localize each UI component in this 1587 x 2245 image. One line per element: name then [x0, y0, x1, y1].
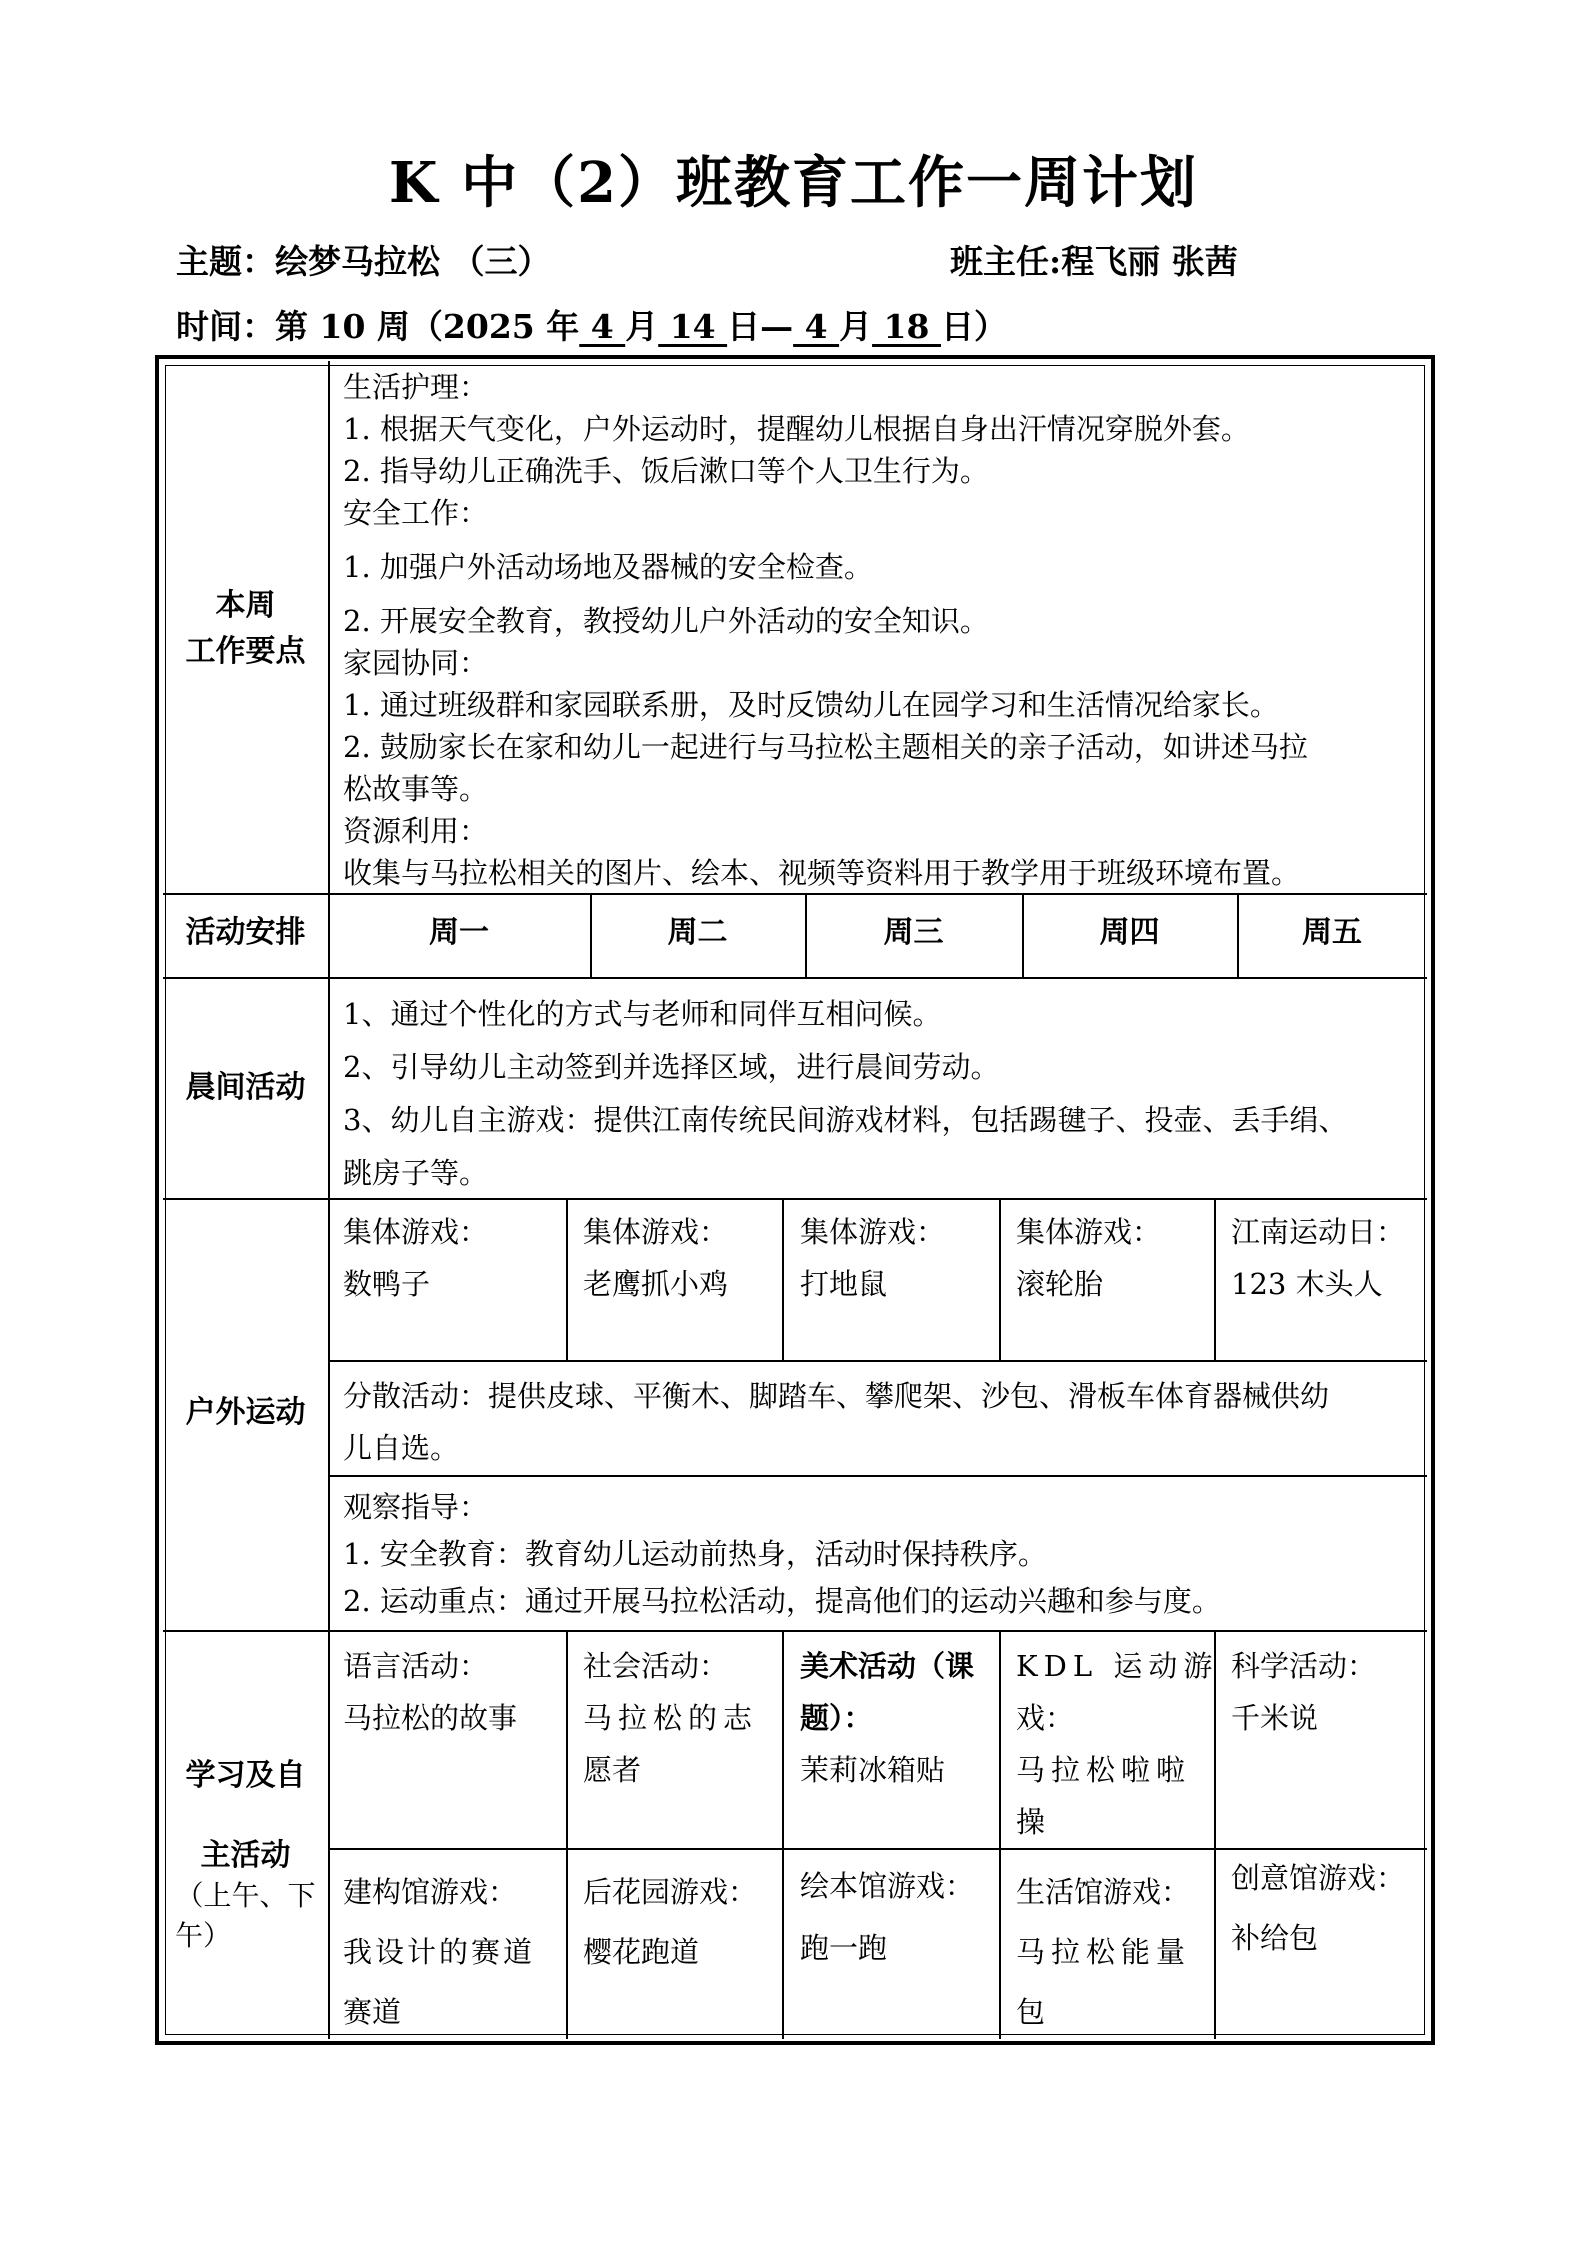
- activity-name: 补给包: [1231, 1921, 1319, 1955]
- col-divider: [999, 1198, 1001, 1360]
- theme-label: 主题：: [176, 242, 275, 281]
- row-divider: [163, 1630, 1427, 1632]
- learning-thu-pm: [1016, 1862, 1191, 2042]
- game-type: 集体游戏：: [583, 1215, 729, 1249]
- activity-type: 后花园游戏：: [583, 1875, 758, 1909]
- time-line: [176, 305, 1007, 349]
- activity-type: 题）：: [800, 1701, 873, 1735]
- observation-guidance: [343, 1484, 1221, 1625]
- focus-line: 2. 鼓励家长在家和幼儿一起进行与马拉松主题相关的亲子活动，如讲述马拉: [343, 730, 1308, 764]
- activity-name: 跑一跑: [800, 1931, 888, 1965]
- week-prefix: 第 10 周（2025 年: [275, 307, 580, 346]
- learning-mon-pm: [343, 1862, 535, 2042]
- activity-name: 马拉松啦啦: [1016, 1753, 1192, 1787]
- activity-type: 美术活动（课: [800, 1649, 975, 1683]
- game-name: 老鹰抓小鸡: [583, 1267, 729, 1301]
- outdoor-game-monday: [343, 1206, 488, 1310]
- activity-type: 生活馆游戏：: [1016, 1875, 1191, 1909]
- learning-label-note: [163, 1876, 328, 1956]
- weekly-focus-content: [343, 366, 1308, 894]
- start-month: 4: [579, 307, 626, 346]
- col-divider: [782, 1630, 784, 2039]
- learning-label-note-line: （上午、下: [175, 1879, 316, 1912]
- outdoor-game-friday: [1231, 1206, 1405, 1310]
- month-word: 月: [625, 307, 659, 346]
- time-label: 时间：: [176, 307, 275, 346]
- learning-label-line: 学习及自: [185, 1758, 306, 1793]
- col-divider: [782, 1198, 784, 1360]
- game-type: 江南运动日：: [1231, 1215, 1406, 1249]
- day-thursday: 周四: [1099, 915, 1160, 950]
- morning-line: 1、通过个性化的方式与老师和同伴互相问候。: [343, 997, 942, 1031]
- scattered-activity: [343, 1370, 1329, 1474]
- focus-line: 2. 指导幼儿正确洗手、饭后漱口等个人卫生行为。: [343, 454, 989, 488]
- row-divider: [163, 977, 1427, 979]
- activity-name: 我设计的赛道: [343, 1935, 536, 1969]
- activity-type: 绘本馆游戏：: [800, 1869, 975, 1903]
- start-day: 14: [658, 307, 728, 346]
- learning-label-note-line: 午）: [175, 1919, 232, 1952]
- game-name: 打地鼠: [800, 1267, 888, 1301]
- game-type: 集体游戏：: [343, 1215, 489, 1249]
- game-name: 滚轮胎: [1016, 1267, 1104, 1301]
- focus-line: 松故事等。: [343, 772, 489, 806]
- weekly-focus-label-line: 工作要点: [185, 634, 306, 669]
- learning-wed-am: [800, 1640, 974, 1796]
- learning-mon-am: [343, 1640, 517, 1744]
- learning-tue-pm: [583, 1862, 757, 1982]
- col-divider: [566, 1198, 568, 1360]
- focus-line: 家园协同：: [343, 646, 489, 680]
- row-divider: [328, 1475, 1427, 1477]
- learning-fri-am: [1231, 1640, 1376, 1744]
- focus-line: 生活护理：: [343, 370, 489, 404]
- focus-line: 1. 根据天气变化，户外运动时，提醒幼儿根据自身出汗情况穿脱外套。: [343, 412, 1250, 446]
- learning-label: [163, 1736, 328, 1896]
- row-divider: [328, 1360, 1427, 1362]
- outdoor-game-thursday: [1016, 1206, 1161, 1310]
- activity-name: 茉莉冰箱贴: [800, 1753, 946, 1787]
- activity-type: KDL 运动游: [1016, 1649, 1219, 1683]
- col-divider: [999, 1630, 1001, 2039]
- activity-type: 语言活动：: [343, 1649, 489, 1683]
- activity-name: 马拉松能量: [1016, 1935, 1192, 1969]
- outdoor-label: 户外运动: [185, 1395, 306, 1430]
- observe-line: 1. 安全教育：教育幼儿运动前热身，活动时保持秩序。: [343, 1537, 1047, 1571]
- weekly-focus-label-line: 本周: [215, 588, 276, 623]
- activity-name: 赛道: [343, 1995, 402, 2029]
- activity-type: 戏：: [1016, 1701, 1075, 1735]
- day-monday: 周一: [429, 915, 489, 950]
- activity-name: 千米说: [1231, 1701, 1319, 1735]
- teacher-line: [950, 240, 1238, 284]
- activity-name: 操: [1016, 1805, 1046, 1839]
- game-type: 集体游戏：: [800, 1215, 946, 1249]
- focus-line: 收集与马拉松相关的图片、绘本、视频等资料用于教学用于班级环境布置。: [343, 856, 1301, 890]
- activity-type: 建构馆游戏：: [343, 1875, 518, 1909]
- scattered-line: 分散活动：提供皮球、平衡木、脚踏车、攀爬架、沙包、滑板车体育器械供幼: [343, 1379, 1330, 1413]
- morning-line: 3、幼儿自主游戏：提供江南传统民间游戏材料，包括踢毽子、投壶、丢手绢、: [343, 1103, 1348, 1137]
- focus-line: 1. 加强户外活动场地及器械的安全检查。: [343, 550, 873, 584]
- game-type: 集体游戏：: [1016, 1215, 1162, 1249]
- activity-name: 包: [1016, 1995, 1046, 2029]
- learning-fri-pm: [1231, 1848, 1405, 1968]
- learning-thu-am: [1016, 1640, 1218, 1848]
- morning-line: 2、引导幼儿主动签到并选择区域，进行晨间劳动。: [343, 1050, 1000, 1084]
- col-divider: [328, 361, 330, 2039]
- theme-line: [176, 240, 551, 284]
- observe-line: 2. 运动重点：通过开展马拉松活动，提高他们的运动兴趣和参与度。: [343, 1584, 1221, 1618]
- outdoor-game-tuesday: [583, 1206, 728, 1310]
- activity-name: 愿者: [583, 1753, 642, 1787]
- page-title: K 中（2）班教育工作一周计划: [388, 150, 1199, 216]
- col-divider: [566, 1630, 568, 2039]
- learning-label-line: 主活动: [200, 1838, 291, 1873]
- scattered-line: 儿自选。: [343, 1431, 460, 1465]
- day-wednesday: 周三: [883, 915, 944, 950]
- learning-tue-am: [583, 1640, 758, 1796]
- activity-name: 樱花跑道: [583, 1935, 700, 1969]
- day-dash: 日—: [727, 307, 794, 346]
- activity-type: 科学活动：: [1231, 1649, 1377, 1683]
- end-day: 18: [872, 307, 941, 346]
- activity-type: 创意馆游戏：: [1231, 1861, 1406, 1895]
- game-name: 数鸭子: [343, 1267, 431, 1301]
- end-month: 4: [793, 307, 840, 346]
- weekly-focus-label: [163, 583, 328, 675]
- activity-name: 马拉松的志: [583, 1701, 759, 1735]
- game-name: 123 木头人: [1231, 1267, 1383, 1301]
- focus-line: 资源利用：: [343, 814, 489, 848]
- focus-line: 1. 通过班级群和家园联系册，及时反馈幼儿在园学习和生活情况给家长。: [343, 688, 1279, 722]
- month-word-2: 月: [839, 307, 873, 346]
- close-paren: 日）: [940, 307, 1007, 346]
- observe-line: 观察指导：: [343, 1490, 489, 1524]
- focus-line: 2. 开展安全教育，教授幼儿户外活动的安全知识。: [343, 604, 989, 638]
- schedule-label: 活动安排: [185, 915, 306, 950]
- teacher-label: 班主任:: [950, 242, 1062, 281]
- morning-label: 晨间活动: [185, 1070, 306, 1105]
- day-tuesday: 周二: [667, 915, 728, 950]
- col-divider: [1214, 1198, 1216, 1360]
- focus-line: 安全工作：: [343, 496, 489, 530]
- day-friday: 周五: [1302, 915, 1362, 950]
- theme-value: 绘梦马拉松 （三）: [275, 242, 551, 281]
- outdoor-game-wednesday: [800, 1206, 945, 1310]
- learning-wed-pm: [800, 1855, 974, 1979]
- activity-type: 社会活动：: [583, 1649, 729, 1683]
- morning-line: 跳房子等。: [343, 1156, 489, 1190]
- morning-content: [343, 988, 1347, 1200]
- teacher-value: 程飞丽 张茜: [1061, 242, 1238, 281]
- activity-name: 马拉松的故事: [343, 1701, 518, 1735]
